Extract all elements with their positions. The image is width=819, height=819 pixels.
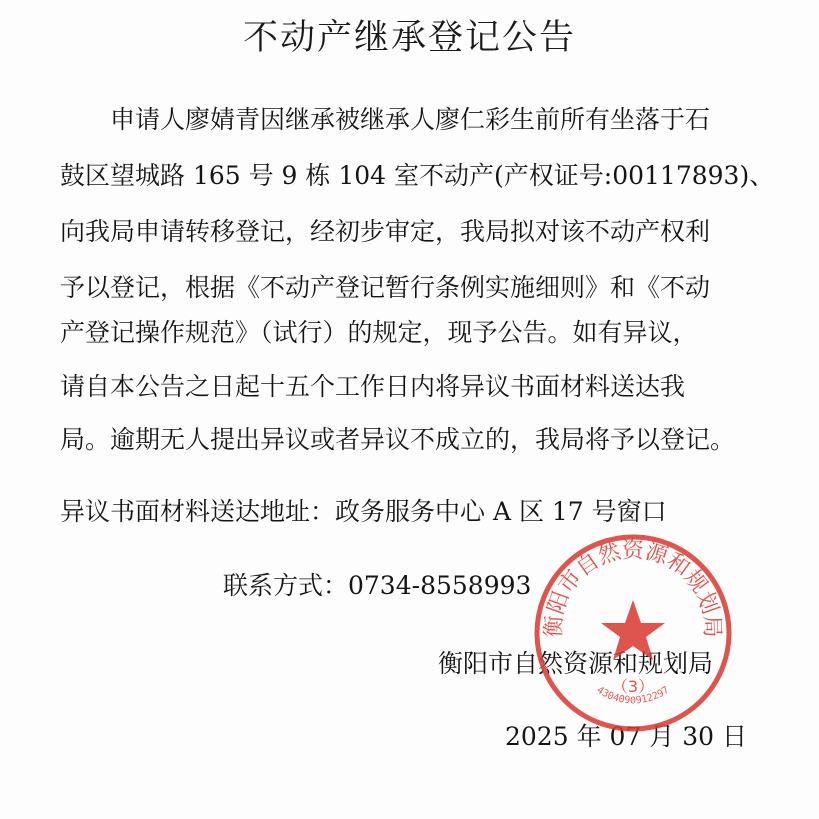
paragraph-line-7: 局。逾期无人提出异议或者异议不成立的，我局将予以登记。 bbox=[60, 425, 736, 454]
official-seal bbox=[530, 530, 736, 736]
svg-text:（3）: （3） bbox=[611, 677, 655, 696]
svg-text:4304090912297: 4304090912297 bbox=[594, 684, 672, 707]
issue-date: 2025 年 07 月 30 日 bbox=[505, 722, 747, 751]
paragraph-line-6: 请自本公告之日起十五个工作日内将异议书面材料送达我 bbox=[60, 372, 686, 401]
notice-title: 不动产继承登记公告 bbox=[242, 18, 576, 58]
svg-text:衡阳市自然资源和规划局: 衡阳市自然资源和规划局 bbox=[541, 538, 725, 638]
objection-address: 异议书面材料送达地址：政务服务中心 A 区 17 号窗口 bbox=[60, 497, 667, 526]
paragraph-line-4: 予以登记，根据《不动产登记暂行条例实施细则》和《不动 bbox=[60, 273, 711, 302]
seal-star-icon bbox=[601, 600, 665, 660]
paragraph-line-5: 产登记操作规范》（试行）的规定，现予公告。如有异议， bbox=[60, 318, 698, 347]
paragraph-line-1: 申请人廖婧青因继承被继承人廖仁彩生前所有坐落于石 bbox=[110, 105, 711, 134]
paragraph-line-3: 向我局申请转移登记，经初步审定，我局拟对该不动产权利 bbox=[60, 217, 711, 246]
contact-info: 联系方式：0734-8558993 bbox=[223, 571, 532, 600]
issuer-name: 衡阳市自然资源和规划局 bbox=[438, 649, 714, 678]
paragraph-line-2: 鼓区望城路 165 号 9 栋 104 室不动产(产权证号:00117893)、 bbox=[60, 161, 775, 190]
